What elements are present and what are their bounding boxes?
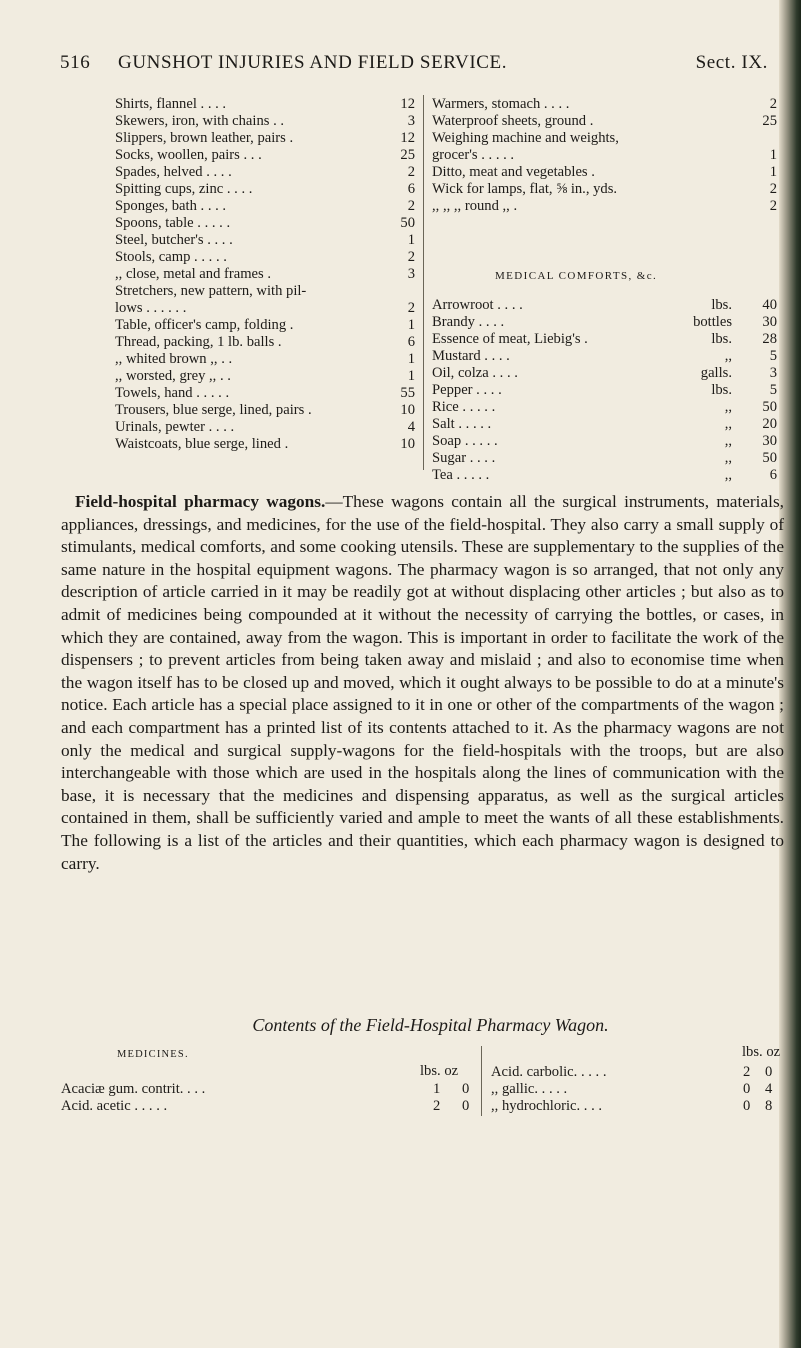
medicine-oz: 0 — [462, 1081, 470, 1097]
item-unit: lbs. — [711, 297, 732, 313]
list-item — [115, 266, 415, 283]
medicine-oz: 4 — [765, 1081, 773, 1097]
contents-title: Contents of the Field-Hospital Pharmacy Wagon. — [252, 1015, 609, 1035]
right-item-list — [432, 96, 777, 215]
item-name: Towels, hand . . . . . — [115, 385, 230, 401]
list-item — [115, 300, 415, 317]
item-qty: 12 — [400, 130, 415, 146]
medicine-name: Acid. carbolic. . . . . — [491, 1064, 607, 1080]
list-item — [432, 348, 777, 365]
list-item — [432, 164, 777, 181]
list-item — [115, 368, 415, 385]
list-item — [115, 130, 415, 147]
item-name: Mustard . . . . — [432, 348, 510, 364]
left-item-list — [115, 96, 415, 453]
item-name: Waterproof sheets, ground . — [432, 113, 594, 129]
item-qty: 40 — [762, 297, 777, 313]
list-item — [115, 96, 415, 113]
item-qty: 30 — [762, 314, 777, 330]
medicine-lbs: 1 — [433, 1081, 441, 1097]
item-unit: ,, — [724, 399, 732, 415]
item-qty: 1 — [769, 147, 777, 163]
item-qty: 3 — [407, 266, 415, 282]
list-item — [115, 113, 415, 130]
list-item — [432, 382, 777, 399]
item-qty: 1 — [407, 317, 415, 333]
list-item — [432, 450, 777, 467]
column-divider — [423, 95, 424, 470]
item-unit: galls. — [700, 365, 732, 381]
item-qty: 10 — [400, 402, 415, 418]
item-name: Salt . . . . . — [432, 416, 492, 432]
list-item — [115, 385, 415, 402]
paragraph-lead: Field-hospital pharmacy wagons. — [75, 492, 326, 511]
unit-header-left: lbs. oz — [420, 1063, 459, 1079]
comforts-list — [432, 297, 777, 484]
list-item — [432, 331, 777, 348]
medicine-name: Acid. acetic . . . . . — [61, 1098, 168, 1114]
item-name: Socks, woollen, pairs . . . — [115, 147, 262, 163]
list-item — [115, 351, 415, 368]
medicine-oz: 0 — [462, 1098, 470, 1114]
comforts-heading: MEDICAL COMFORTS, &c. — [495, 270, 658, 282]
page-number: 516 — [60, 52, 91, 73]
item-name: Waistcoats, blue serge, lined . — [115, 436, 289, 452]
item-unit: ,, — [724, 433, 732, 449]
section-label: Sect. IX. — [695, 52, 768, 73]
list-item — [115, 198, 415, 215]
item-qty: 3 — [407, 113, 415, 129]
list-item — [432, 399, 777, 416]
item-name: ,, close, metal and frames . — [115, 266, 272, 282]
item-name: ,, ,, ,, round ,, . — [432, 198, 518, 214]
paragraph-body: —These wagons contain all the surgical instruments, materials, appliances, dressings, and medicines, for the use of the field-hospital. They also carry a small supply of stimulants, medical comforts, and some cooking utensils. These are supplementary to the supplies of the same nature in the hospital equipment wagons. The pharmacy wagon is so arranged, that not only any description of article carried in it may be readily got at without displacing other articles ; but also as to admit of medicines being compounded at it without the necessity of carrying the bottles, or cases, in which they are contained, away from the wagon. This is important in order to facilitate the work of the dispensers ; to prevent articles from being taken away and mislaid ; and also to economise time when the wagon itself has to be closed up and moved, which it ought always to be possible to do at a minute's notice. Each article has a special place assigned to it in one or other of the compartments of the wagon ; and each compartment has a printed list of its contents attached to it. As the pharmacy wagons are not only the medical and surgical supply-wagons for the field-hospitals with the troops, but are also interchangeable with those which are used in the hospitals along the lines of communication with the base, it is necessary that the medicines and dispensing apparatus, as well as the surgical articles contained in them, shall be sufficiently varied and ample to meet the wants of all these establishments. The following is a list of the articles and their quantities, which each pharmacy wagon is designed to carry. — [61, 492, 784, 873]
item-name: Arrowroot . . . . — [432, 297, 523, 313]
item-qty: 2 — [769, 198, 777, 214]
item-qty: 50 — [762, 399, 777, 415]
item-name: Ditto, meat and vegetables . — [432, 164, 595, 180]
list-item — [115, 147, 415, 164]
item-name: Spades, helved . . . . — [115, 164, 232, 180]
item-qty: 2 — [407, 164, 415, 180]
list-item — [115, 215, 415, 232]
item-qty: 12 — [400, 96, 415, 112]
item-name: lows . . . . . . — [115, 300, 187, 316]
item-name: Skewers, iron, with chains . . — [115, 113, 285, 129]
list-item — [432, 365, 777, 382]
item-name: Thread, packing, 1 lb. balls . — [115, 334, 282, 350]
list-item — [115, 181, 415, 198]
medicine-lbs: 0 — [743, 1081, 751, 1097]
item-name: Steel, butcher's . . . . — [115, 232, 233, 248]
item-qty: 55 — [400, 385, 415, 401]
item-unit: ,, — [724, 450, 732, 466]
running-header — [60, 52, 768, 80]
item-qty: 1 — [407, 368, 415, 384]
item-name: Slippers, brown leather, pairs . — [115, 130, 294, 146]
item-qty: 20 — [762, 416, 777, 432]
item-qty: 25 — [762, 113, 777, 129]
item-name: Sponges, bath . . . . — [115, 198, 227, 214]
item-qty: 6 — [407, 181, 415, 197]
item-qty: 2 — [407, 300, 415, 316]
item-name: Brandy . . . . — [432, 314, 505, 330]
list-item — [115, 232, 415, 249]
list-item — [115, 419, 415, 436]
medicines-heading: MEDICINES. — [117, 1049, 189, 1060]
item-name: Sugar . . . . — [432, 450, 496, 466]
running-title: GUNSHOT INJURIES AND FIELD SERVICE. — [118, 52, 508, 73]
item-qty: 4 — [407, 419, 415, 435]
item-name: grocer's . . . . . — [432, 147, 515, 163]
item-qty: 1 — [769, 164, 777, 180]
column-divider — [481, 1046, 482, 1116]
list-item — [432, 96, 777, 113]
list-item — [115, 402, 415, 419]
medicine-name: ,, gallic. . . . . — [491, 1081, 568, 1097]
item-qty: 2 — [769, 181, 777, 197]
item-qty: 6 — [407, 334, 415, 350]
item-name: Tea . . . . . — [432, 467, 490, 483]
item-name: Stools, camp . . . . . — [115, 249, 227, 265]
body-paragraph — [61, 491, 784, 875]
item-name: Urinals, pewter . . . . — [115, 419, 235, 435]
item-qty: 6 — [769, 467, 777, 483]
item-name: ,, worsted, grey ,, . . — [115, 368, 231, 384]
item-name: Trousers, blue serge, lined, pairs . — [115, 402, 312, 418]
item-unit: bottles — [693, 314, 732, 330]
list-item — [432, 416, 777, 433]
list-item — [432, 147, 777, 164]
item-name: Shirts, flannel . . . . — [115, 96, 227, 112]
item-qty: 5 — [769, 348, 777, 364]
medicine-name: ,, hydrochloric. . . . — [491, 1098, 603, 1114]
medicine-lbs: 2 — [743, 1064, 751, 1080]
item-qty: 25 — [400, 147, 415, 163]
item-name: Wick for lamps, flat, ⅝ in., yds. — [432, 181, 618, 197]
list-item — [115, 334, 415, 351]
list-item — [432, 181, 777, 198]
item-qty: 28 — [762, 331, 777, 347]
list-item — [432, 113, 777, 130]
item-qty: 50 — [400, 215, 415, 231]
medicine-name: Acaciæ gum. contrit. . . . — [61, 1081, 206, 1097]
item-name: Weighing machine and weights, — [432, 130, 619, 146]
item-qty: 10 — [400, 436, 415, 452]
list-item — [432, 297, 777, 314]
item-name: Spoons, table . . . . . — [115, 215, 231, 231]
item-name: Rice . . . . . — [432, 399, 496, 415]
item-qty: 2 — [769, 96, 777, 112]
item-name: Spitting cups, zinc . . . . — [115, 181, 253, 197]
item-qty: 50 — [762, 450, 777, 466]
list-item — [432, 467, 777, 484]
item-qty: 1 — [407, 232, 415, 248]
list-item — [432, 314, 777, 331]
unit-header-right: lbs. oz — [742, 1044, 781, 1060]
medicine-lbs: 0 — [743, 1098, 751, 1114]
item-name: Soap . . . . . — [432, 433, 498, 449]
medicine-oz: 0 — [765, 1064, 773, 1080]
item-unit: ,, — [724, 416, 732, 432]
item-name: Table, officer's camp, folding . — [115, 317, 294, 333]
list-item — [115, 317, 415, 334]
list-item — [115, 436, 415, 453]
item-name: Pepper . . . . — [432, 382, 502, 398]
item-qty: 1 — [407, 351, 415, 367]
item-qty: 30 — [762, 433, 777, 449]
item-name: Essence of meat, Liebig's . — [432, 331, 588, 347]
item-name: Warmers, stomach . . . . — [432, 96, 570, 112]
item-qty: 2 — [407, 198, 415, 214]
list-item — [115, 249, 415, 266]
list-item — [115, 164, 415, 181]
item-name: Stretchers, new pattern, with pil- — [115, 283, 307, 299]
item-unit: lbs. — [711, 382, 732, 398]
item-name: ,, whited brown ,, . . — [115, 351, 233, 367]
list-item — [432, 130, 777, 147]
item-unit: ,, — [724, 467, 732, 483]
medicine-lbs: 2 — [433, 1098, 441, 1114]
medicine-oz: 8 — [765, 1098, 773, 1114]
item-qty: 3 — [769, 365, 777, 381]
list-item — [432, 198, 777, 215]
item-name: Oil, colza . . . . — [432, 365, 518, 381]
list-item — [432, 433, 777, 450]
item-unit: ,, — [724, 348, 732, 364]
item-qty: 2 — [407, 249, 415, 265]
list-item — [115, 283, 415, 300]
item-qty: 5 — [769, 382, 777, 398]
item-unit: lbs. — [711, 331, 732, 347]
